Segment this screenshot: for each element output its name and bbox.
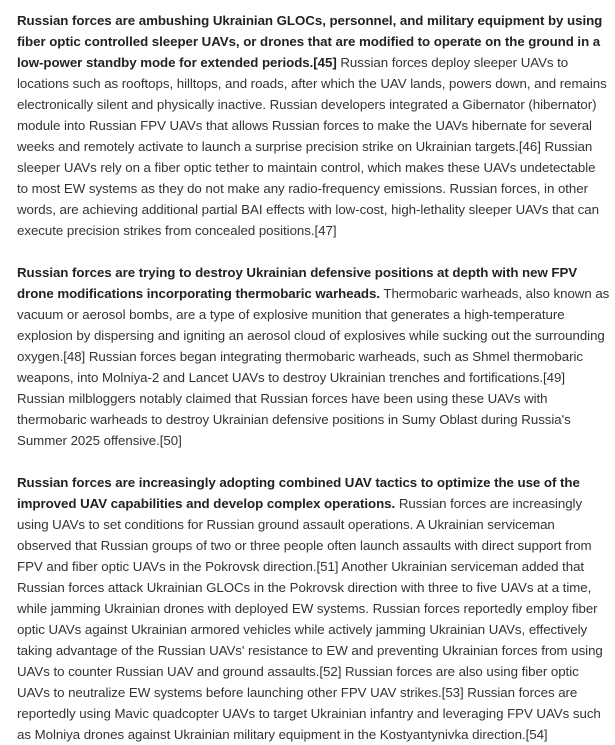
paragraph-combined-uav-tactics (17, 472, 610, 745)
paragraph-body: Russian forces are increasingly using UAVs to set conditions for Russian ground assault operations. A Ukrainian serviceman observed that Russian groups of two or three people often launch assaults with direct support from FPV and fiber optic UAVs in the Pokrovsk direction.[51] Another Ukrainian serviceman added that Russian forces attack Ukrainian GLOCs in the Pokrovsk direction with three to five UAVs at a time, while jamming Ukrainian drones with deployed EW systems. Russian forces reportedly employ fiber optic UAVs against Ukrainian armored vehicles while actively jamming Ukrainian UAVs, effectively taking advantage of the Russian UAVs' resistance to EW and preventing Ukrainian forces from using UAVs to counter Russian UAV and ground assaults.[52] Russian forces are also using fiber optic UAVs to neutralize EW systems before launching other FPV UAV strikes.[53] Russian forces are reportedly using Mavic quadcopter UAVs to target Ukrainian infantry and leveraging FPV UAVs such as Molniya drones against Ukrainian military equipment in the Kostyantynivka direction.[54] (17, 496, 603, 742)
paragraph-thermobaric-warheads (17, 262, 610, 451)
paragraph-lead: Russian forces are increasingly adopting combined UAV tactics to optimize the use of the improved UAV capabilities and develop complex operations. (17, 475, 580, 511)
paragraph-body: Russian forces deploy sleeper UAVs to locations such as rooftops, hilltops, and roads, after which the UAV lands, powers down, and remains electronically silent and physically inactive. Russian developers integrated a Gibernator (hibernator) module into Russian FPV UAVs that allows Russian forces to make the UAVs hibernate for several weeks and remotely activate to launch a surprise precision strike on Ukrainian targets.[46] Russian sleeper UAVs rely on a fiber optic tether to maintain control, which makes these UAVs undetectable to most EW systems as they do not make any radio-frequency emissions. Russian forces, in other words, are achieving additional partial BAI effects with low-cost, high-lethality sleeper UAVs that can execute precision strikes from concealed positions.[47] (17, 55, 607, 238)
paragraph-sleeper-uavs (17, 10, 610, 241)
paragraph-lead: Russian forces are ambushing Ukrainian GLOCs, personnel, and military equipment by using fiber optic controlled sleeper UAVs, or drones that are modified to operate on the ground in a low-power standby mode for extended periods.[45] (17, 13, 603, 70)
paragraph-lead: Russian forces are trying to destroy Ukrainian defensive positions at depth with new FPV drone modifications incorporating thermobaric warheads. (17, 265, 578, 301)
paragraph-body: Thermobaric warheads, also known as vacuum or aerosol bombs, are a type of explosive munition that generates a high-temperature explosion by dispersing and igniting an aerosol cloud of explosives while sucking out the surrounding oxygen.[48] Russian forces began integrating thermobaric warheads, such as Shmel thermobaric weapons, into Molniya-2 and Lancet UAVs to destroy Ukrainian trenches and fortifications.[49] Russian milbloggers notably claimed that Russian forces have been using these UAVs with thermobaric warheads to destroy Ukrainian defensive positions in Sumy Oblast during Russia's Summer 2025 offensive.[50] (17, 286, 610, 448)
